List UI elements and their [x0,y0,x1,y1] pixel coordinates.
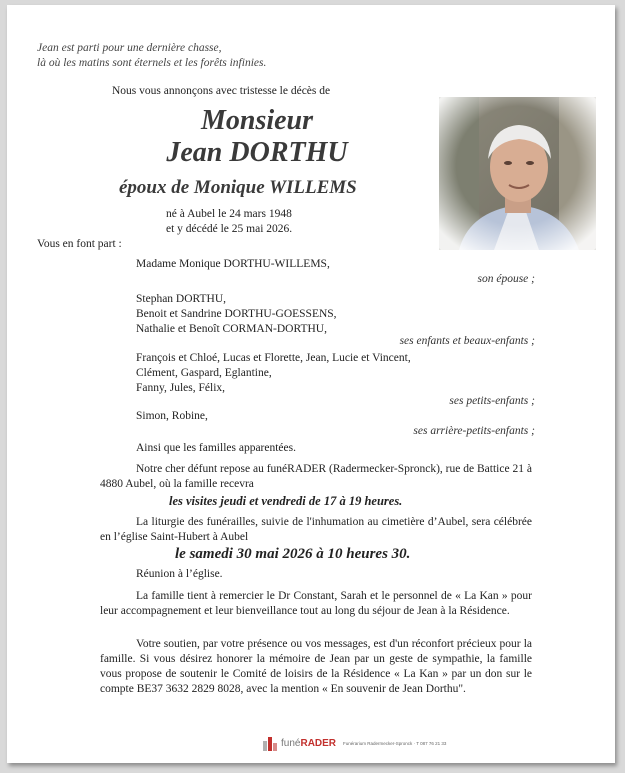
announcement-text: Nous vous annonçons avec tristesse le décès de [112,85,331,97]
quote-line-1: Jean est parti pour une dernière chasse, [37,42,222,54]
funeral-text: La liturgie des funérailles, suivie de l'inhumation au cimetière d’Aubel, sera célébrée en l’église Saint-Hubert à Aubel [100,516,532,543]
funeral-home-mark-icon [263,735,277,751]
list-item: Stephan DORTHU, [136,293,227,305]
related-families: Ainsi que les familles apparentées. [136,442,296,454]
thanks-text: La famille tient à remercier le Dr Constant, Sarah et le personnel de « La Kan » pour leur accompagnement et leur bienveillance tout au long du séjour de Jean à la Résidence. [100,590,532,617]
deceased-name-block [127,105,387,169]
deceased-spouse: époux de Monique WILLEMS [119,177,357,198]
deceased-name: Jean DORTHU [166,137,348,168]
visits-text: Notre cher défunt repose au funéRADER (Radermecker-Spronck), rue de Battice 21 à 4880 Aubel, où la famille recevra [100,463,532,490]
list-item: Fanny, Jules, Félix, [136,382,226,394]
funeral-date: le samedi 30 mai 2026 à 10 heures 30. [175,546,411,562]
children-list [136,292,337,337]
list-item: Clément, Gaspard, Eglantine, [136,367,272,379]
death-line: et y décédé le 25 mai 2026. [166,223,293,235]
announcement-intro: Vous en font part : [37,238,122,250]
great-grandchildren-list: Simon, Robine, [136,410,208,422]
spouse-name: Madame Monique DORTHU-WILLEMS, [136,258,330,270]
great-grandchildren-role: ses arrière-petits-enfants ; [413,425,535,437]
church-reunion: Réunion à l’église. [136,568,223,580]
quote-line-2: là où les matins sont éternels et les forêts infinies. [37,57,267,69]
footer-contact: Funérarium Radermecker-Spronck · T 087 76 21 33 [343,740,447,746]
brand-prefix: funé [281,737,301,749]
funeral-home-logo [263,735,446,751]
grandchildren-list [136,351,411,396]
deceased-title: Monsieur [200,105,314,136]
children-role: ses enfants et beaux-enfants ; [399,335,535,347]
opening-quote [37,41,266,71]
spouse-role: son épouse ; [477,273,535,285]
portrait-photo [439,97,596,250]
list-item: François et Chloé, Lucas et Florette, Jean, Lucie et Vincent, [136,352,411,364]
birth-death-info [166,207,292,237]
list-item: Nathalie et Benoît CORMAN-DORTHU, [136,323,327,335]
list-item: Benoit et Sandrine DORTHU-GOESSENS, [136,308,337,320]
grandchildren-role: ses petits-enfants ; [449,395,535,407]
obituary-page [7,5,615,763]
brand-name [281,738,336,749]
support-text: Votre soutien, par votre présence ou vos messages, est d'un réconfort précieux pour la famille. Si vous désirez honorer la mémoire de Jean par un geste de sympathie, la famille vous propose de soutenir le Comité de loisirs de la Résidence « La Kan » par un don sur le compte BE37 3632 2829 8028, avec la mention « En souvenir de Jean Dorthu". [100,638,532,695]
brand-suffix: RADER [300,737,337,749]
visits-times: les visites jeudi et vendredi de 17 à 19 heures. [169,494,403,508]
birth-line: né à Aubel le 24 mars 1948 [166,208,292,220]
